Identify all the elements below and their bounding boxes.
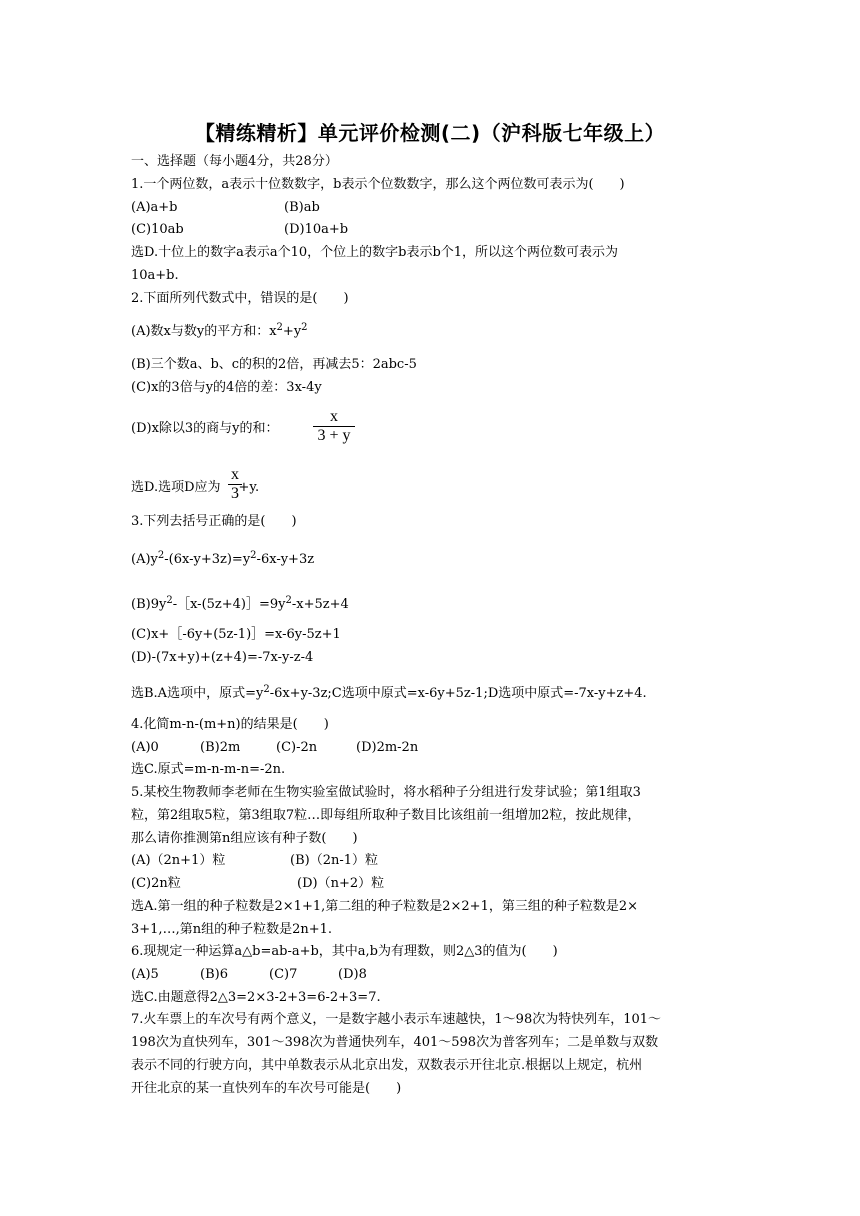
q6-option-b: (B)6 [200,967,228,982]
q5-stem-line1: 5.某校生物教师李老师在生物实验室做试验时，将水稻种子分组进行发芽试验；第1组取3 [131,785,641,800]
q5-option-c: (C)2n粒 [131,876,181,891]
q4-answer: 选C.原式=m-n-m-n=-2n. [131,762,286,777]
q4-option-a: (A)0 [131,740,159,755]
q7-stem-line1: 7.火车票上的车次号有两个意义，一是数字越小表示车速越快，1～98次为特快列车，101～ [131,1012,662,1027]
q7-stem-line3: 表示不同的行驶方向，其中单数表示从北京出发，双数表示开往北京.根据以上规定，杭州 [131,1058,643,1073]
q6-option-d: (D)8 [338,967,367,982]
q4-option-b: (B)2m [200,740,241,755]
q6-option-c: (C)7 [269,967,298,982]
q2-answer: 选D.选项D应为 +y. [131,480,260,495]
q7-stem-line4: 开往北京的某一直快列车的车次号可能是( ) [131,1081,402,1096]
q5-option-b: (B)（2n-1）粒 [290,853,379,868]
q1-answer-line2: 10a+b. [131,268,179,283]
q1-option-a: (A)a+b [131,200,178,215]
q4-option-c: (C)-2n [276,740,318,755]
q3-option-b: $(B)9y^2-[x-(5z+4)]=9y^2-x+5z+4$ [131,595,349,612]
q1-answer-line1: 选D.十位上的数字a表示a个10，个位上的数字b表示b个1，所以这个两位数可表示为 [131,245,619,260]
q5-stem-line3: 那么请你推测第n组应该有种子数( ) [131,831,358,846]
q1-stem: 1.一个两位数，a表示十位数数字，b表示个位数数字，那么这个两位数可表示为( ) [131,177,625,192]
section-heading: 一、选择题（每小题4分，共28分） [131,154,338,169]
page-title: 【精练精析】单元评价检测(二)（沪科版七年级上） [194,121,666,145]
q7-stem-line2: 198次为直快列车，301～398次为普通快列车，401～598次为普客列车；二是单数与双数 [131,1035,659,1050]
q1-option-c: (C)10ab [131,222,184,237]
q3-option-d: (D)-(7x+y)+(z+4)=-7x-y-z-4 [131,650,314,665]
q5-option-d: (D)（n+2）粒 [297,876,385,891]
q3-answer: 选B.A选项中，原式$=y^2-6x+y-3z;C$选项中原式=x-6y+5z-1;D选项中原式=-7x-y+z+4. [131,684,647,701]
q2-option-c: (C)x的3倍与y的4倍的差：3x-4y [131,380,322,395]
q3-stem: 3.下列去括号正确的是( ) [131,514,297,529]
q6-stem: 6.现规定一种运算a△b=ab-a+b，其中a,b为有理数，则2△3的值为( ) [131,944,558,959]
q1-option-d: (D)10a+b [284,222,349,237]
q2-option-a: (A)数x与数y的平方和：$x^2+y^2$ [131,322,308,339]
q2-option-d: (D)x除以3的商与y的和： [131,421,279,436]
q5-stem-line2: 粒，第2组取5粒，第3组取7粒…即每组所取种子数目比该组前一组增加2粒，按此规律， [131,808,641,823]
q6-answer: 选C.由题意得2△3=2×3-2+3=6-2+3=7. [131,990,381,1005]
q4-stem: 4.化简m-n-(m+n)的结果是( ) [131,717,329,732]
q5-option-a: (A)（2n+1）粒 [131,853,226,868]
q3-option-a: $(A)y^2-(6x-y+3z)=y^2-6x-y+3z$ [131,550,315,567]
q5-answer-line1: 选A.第一组的种子粒数是2×1+1,第二组的种子粒数是2×2+1，第三组的种子粒数是2× [131,899,639,914]
q4-option-d: (D)2m-2n [356,740,419,755]
q2-stem: 2.下面所列代数式中，错误的是( ) [131,291,349,306]
q2-d-fraction: x 3 + y [313,408,355,445]
q5-answer-line2: 3+1,…,第n组的种子粒数是2n+1. [131,922,333,937]
q6-option-a: (A)5 [131,967,159,982]
q2-answer-fraction: x 3 [228,466,242,503]
q2-option-b: (B)三个数a、b、c的积的2倍，再减去5：2abc-5 [131,357,417,372]
q3-option-c: (C)x+［-6y+(5z-1)］=x-6y-5z+1 [131,627,341,642]
q1-option-b: (B)ab [284,200,320,215]
